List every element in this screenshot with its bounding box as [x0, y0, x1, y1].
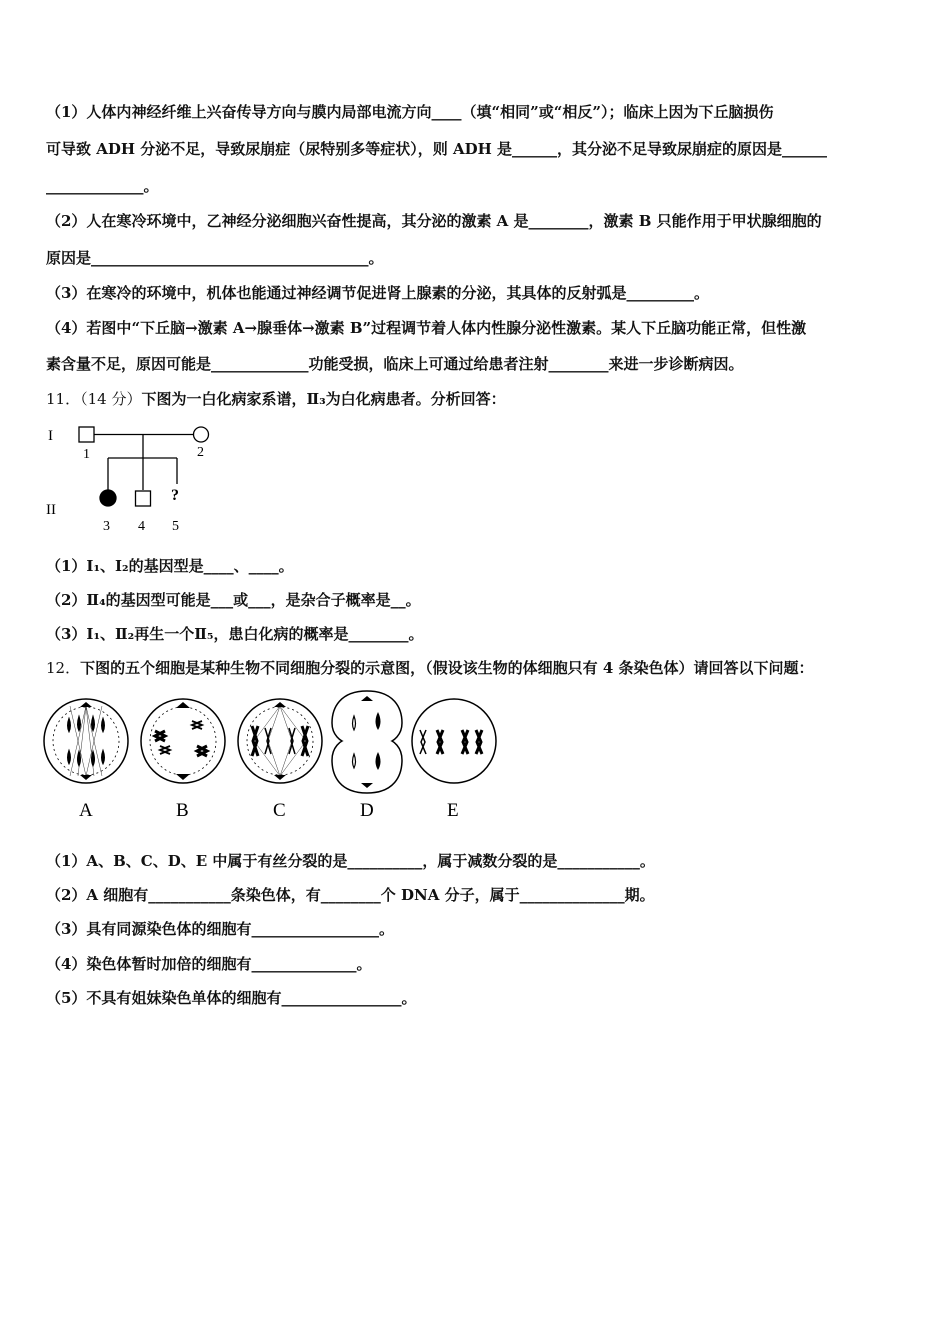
q12-sub3: （3）具有同源染色体的细胞有_________________。: [46, 920, 394, 938]
q11-sub1: （1）Ⅰ₁、Ⅰ₂的基因型是____、____。: [46, 557, 294, 575]
q11-number: 11．（14 分）: [46, 390, 142, 408]
pedigree-male-II4: [136, 491, 151, 506]
q12-heading: [46, 658, 813, 678]
cell-E: [412, 699, 496, 783]
pedigree-unknown-II5: ?: [171, 487, 179, 504]
q10-p4-line2: 素含量不足，原因可能是_____________功能受损，临床上可通过给患者注射________来进一步诊断病因。: [46, 355, 744, 373]
cell-label-A: A: [79, 800, 93, 821]
q10-p4-line1: （4）若图中“下丘脑→激素 A→腺垂体→激素 B”过程调节着人体内性腺分泌性激素。某人下丘脑功能正常，但性激: [46, 319, 807, 337]
q10-p2-line1: （2）人在寒冷环境中，乙神经分泌细胞兴奋性提高，其分泌的激素 A 是________，激素 B 只能作用于甲状腺细胞的: [46, 212, 822, 230]
q10-p3-line1: （3）在寒冷的环境中，机体也能通过神经调节促进肾上腺素的分泌，其具体的反射弧是_________。: [46, 284, 709, 302]
pedigree-label-4: 4: [138, 519, 145, 534]
q12-stem: 下图的五个细胞是某种生物不同细胞分裂的示意图，（假设该生物的体细胞只有 4 条染色体）请回答以下问题：: [80, 659, 814, 677]
cell-label-E: E: [447, 800, 459, 821]
q11-sub2: （2）Ⅱ₄的基因型可能是___或___，是杂合子概率是__。: [46, 591, 421, 609]
cell-A: [44, 699, 128, 783]
cell-D: [332, 691, 402, 793]
cell-division-diagram: [42, 688, 502, 823]
pedigree-female-I2: [194, 427, 209, 442]
pedigree-label-5: 5: [172, 519, 179, 534]
q12-sub4: （4）染色体暂时加倍的细胞有______________。: [46, 955, 372, 973]
cell-label-C: C: [273, 800, 286, 821]
cell-C: [238, 699, 322, 783]
pedigree-affected-female-II3: [100, 490, 116, 506]
q10-p1-line3: _____________。: [46, 177, 159, 195]
pedigree-diagram: [46, 422, 236, 537]
cell-B: [141, 699, 225, 783]
q11-stem: 下图为一白化病家系谱，Ⅱ₃为白化病患者。分析回答：: [141, 390, 506, 408]
q12-sub5: （5）不具有姐妹染色单体的细胞有________________。: [46, 989, 417, 1007]
pedigree-label-1: 1: [83, 447, 90, 462]
q12-number: 12．: [46, 659, 81, 677]
pedigree-male-I1: [79, 427, 94, 442]
q10-p1-line2: 可导致 ADH 分泌不足，导致尿崩症（尿特别多等症状），则 ADH 是______，其分泌不足导致尿崩症的原因是______: [46, 140, 828, 158]
pedigree-gen1-label: I: [48, 428, 53, 444]
pedigree-label-2: 2: [197, 445, 204, 460]
cell-label-D: D: [360, 800, 374, 821]
q12-sub1: （1）A、B、C、D、E 中属于有丝分裂的是__________，属于减数分裂的是___________。: [46, 852, 655, 870]
cell-label-B: B: [176, 800, 189, 821]
pedigree-label-3: 3: [103, 519, 110, 534]
q10-p2-line2: 原因是_____________________________________。: [46, 249, 384, 267]
q11-sub3: （3）Ⅰ₁、Ⅱ₂再生一个Ⅱ₅，患白化病的概率是________。: [46, 625, 424, 643]
q11-heading: [46, 389, 506, 409]
pedigree-gen2-label: II: [46, 502, 56, 518]
q12-sub2: （2）A 细胞有___________条染色体，有________个 DNA 分子，属于______________期。: [46, 886, 655, 904]
q10-p1-line1: （1）人体内神经纤维上兴奋传导方向与膜内局部电流方向____（填“相同”或“相反”）；临床上因为下丘脑损伤: [46, 103, 774, 121]
